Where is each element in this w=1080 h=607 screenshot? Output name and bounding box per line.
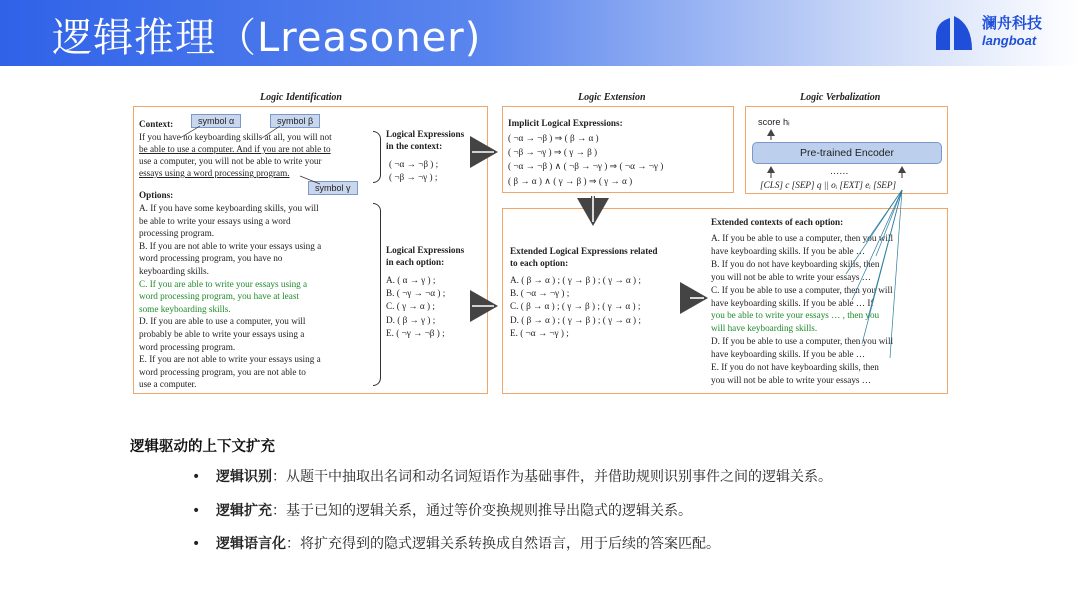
- option-expr: A. ( α → γ ) ;: [386, 275, 436, 285]
- extended-expr: D. ( β → α ) ; ( γ → β ) ; ( γ → α ) ;: [510, 314, 641, 325]
- option-line: some keyboarding skills.: [139, 303, 231, 314]
- bullet-item: [192, 466, 832, 486]
- option-line: be able to write your essays using a word: [139, 215, 291, 226]
- slide-title: 逻辑推理（Lreasoner): [52, 15, 482, 61]
- pretrained-encoder-block: Pre-trained Encoder: [752, 142, 942, 164]
- option-line: word processing program.: [139, 341, 236, 352]
- extended-expr: B. ( ¬α → ¬γ ) ;: [510, 288, 570, 299]
- option-line: processing program.: [139, 228, 215, 239]
- ctx-expr: ( ¬α → ¬β ) ;: [389, 159, 439, 169]
- score-label: score hᵢ: [758, 117, 790, 127]
- extended-context-line: will have keyboarding skills.: [711, 323, 818, 334]
- option-line: use a computer.: [139, 379, 197, 390]
- implicit-expr: ( ¬β → ¬γ ) ⇒ ( γ → β ): [508, 147, 598, 158]
- implicit-title: Implicit Logical Expressions:: [508, 118, 623, 128]
- bullet-term: 逻辑识别: [216, 469, 272, 485]
- option-line: D. If you are able to use a computer, you will: [139, 316, 306, 327]
- bullet-term: 逻辑扩充: [216, 503, 272, 519]
- ctx-expr-title: in the context:: [386, 141, 443, 151]
- bullet-text: ：基于已知的逻辑关系，通过等价变换规则推导出隐式的逻辑关系。: [272, 503, 692, 519]
- bullet-text: ：将扩充得到的隐式逻辑关系转换成自然语言，用于后续的答案匹配。: [286, 536, 720, 552]
- opt-expr-title: in each option:: [386, 257, 445, 267]
- extended-contexts-title: Extended contexts of each option:: [711, 217, 844, 227]
- extended-context-line: B. If you do not have keyboarding skills, then: [711, 258, 880, 269]
- option-line: word processing program, you are not able to: [139, 366, 306, 377]
- implicit-expr: ( ¬α → ¬β ) ⇒ ( β → α ): [508, 133, 599, 143]
- panel-title-extension: Logic Extension: [578, 92, 646, 103]
- extended-title: to each option:: [510, 258, 569, 268]
- panel-title-identification: Logic Identification: [260, 92, 342, 103]
- context-label: Context:: [139, 119, 174, 129]
- option-line: word processing program, you have no: [139, 253, 283, 264]
- extended-context-line: you be able to write your essays … , then you: [711, 310, 880, 321]
- option-expr: B. ( ¬γ → ¬α ) ;: [386, 288, 446, 299]
- context-line: be able to use a computer. And if you are not able to: [139, 144, 331, 154]
- extended-context-line: have keyboarding skills. If you be able … If: [711, 297, 874, 308]
- symbol-alpha-tag: symbol α: [191, 114, 241, 128]
- option-expr: D. ( β → γ ) ;: [386, 314, 436, 325]
- encoder-dots: ……: [830, 166, 849, 176]
- context-line: essays using a word processing program.: [139, 168, 290, 178]
- opt-expr-title: Logical Expressions: [386, 245, 465, 255]
- option-line: word processing program, you have at least: [139, 291, 299, 302]
- implicit-expr: ( β → α ) ∧ ( γ → β ) ⇒ ( γ → α ): [508, 175, 633, 186]
- bullet-term: 逻辑语言化: [216, 536, 286, 552]
- option-expr: C. ( γ → α ) ;: [386, 301, 435, 312]
- extended-context-line: C. If you be able to use a computer, then you will: [711, 284, 893, 295]
- option-line: C. If you are able to write your essays using a: [139, 278, 308, 289]
- implicit-expr: ( ¬α → ¬β ) ∧ ( ¬β → ¬γ ) ⇒ ( ¬α → ¬γ ): [508, 161, 664, 172]
- fan-lines: [846, 190, 902, 358]
- ctx-expr: ( ¬β → ¬γ ) ;: [389, 172, 438, 182]
- option-line: probably be able to write your essays using a: [139, 329, 305, 339]
- extended-context-line: A. If you be able to use a computer, then you will: [711, 233, 894, 243]
- extended-context-line: you will not be able to write your essays …: [711, 374, 871, 385]
- logo-text-cn: 澜舟科技: [982, 14, 1043, 32]
- option-line: E. If you are not able to write your essays using a: [139, 354, 321, 365]
- context-line: If you have no keyboarding skills at all, you will not: [139, 132, 332, 142]
- extended-expr: A. ( β → α ) ; ( γ → β ) ; ( γ → α ) ;: [510, 275, 641, 285]
- logo-text-en: langboat: [982, 33, 1037, 48]
- extended-context-line: D. If you be able to use a computer, then you will: [711, 336, 894, 347]
- extended-title: Extended Logical Expressions related: [510, 246, 658, 256]
- options-label: Options:: [139, 190, 174, 200]
- extended-context-line: you will not be able to write your essays …: [711, 271, 871, 282]
- extended-context-line: E. If you do not have keyboarding skills, then: [711, 362, 879, 372]
- option-expr: E. ( ¬γ → ¬β ) ;: [386, 327, 445, 338]
- symbol-gamma-tag: symbol γ: [308, 181, 358, 195]
- bullet-item: [192, 500, 692, 520]
- bullet-dot: •: [192, 503, 201, 519]
- option-line: A. If you have some keyboarding skills, you will: [139, 203, 319, 213]
- section-title: 逻辑驱动的上下文扩充: [130, 439, 275, 455]
- bullet-text: ：从题干中抽取出名词和动名词短语作为基础事件，并借助规则识别事件之间的逻辑关系。: [272, 469, 832, 485]
- panel-title-verbalization: Logic Verbalization: [800, 92, 881, 103]
- ctx-expr-title: Logical Expressions: [386, 129, 465, 139]
- bullet-dot: •: [192, 469, 201, 485]
- option-line: B. If you are not able to write your essays using a: [139, 240, 322, 251]
- symbol-beta-tag: symbol β: [270, 114, 320, 128]
- symbol-pointers: [180, 126, 320, 184]
- context-line: use a computer, you will not be able to write your: [139, 156, 322, 166]
- extended-expr: C. ( β → α ) ; ( γ → β ) ; ( γ → α ) ;: [510, 301, 641, 312]
- bullet-dot: •: [192, 536, 201, 552]
- option-line: keyboarding skills.: [139, 266, 209, 276]
- bullet-item: [192, 533, 720, 553]
- extended-expr: E. ( ¬α → ¬γ ) ;: [510, 327, 569, 338]
- extended-context-line: have keyboarding skills. If you be able …: [711, 349, 866, 360]
- input-sequence: [CLS] c [SEP] q || oᵢ [EXT] eᵢ [SEP]: [760, 180, 897, 190]
- extended-context-line: have keyboarding skills. If you be able …: [711, 245, 866, 256]
